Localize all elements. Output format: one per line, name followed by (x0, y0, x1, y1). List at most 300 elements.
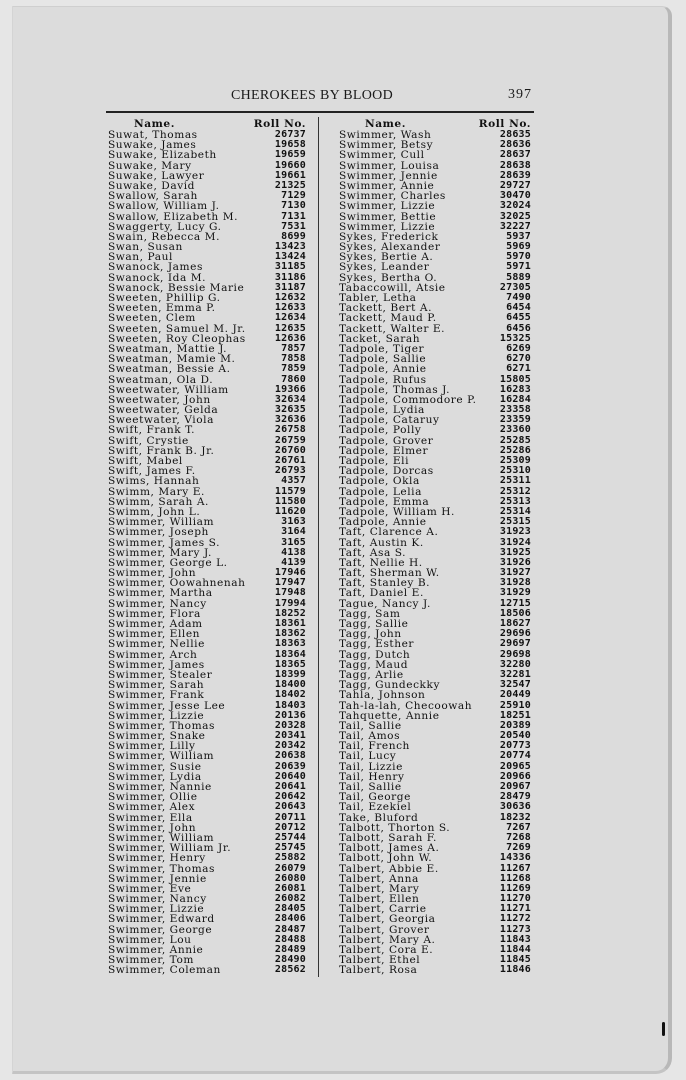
entry-roll-number: 31925 (499, 546, 531, 558)
entry-roll-number: 31923 (499, 526, 531, 538)
entry-row (339, 527, 531, 537)
entry-name: Taft, Daniel E. (339, 587, 424, 600)
entry-roll-number: 26761 (274, 455, 306, 466)
entry-name: Swimmer, Lizzie (339, 200, 436, 213)
entry-roll-number: 28562 (274, 964, 306, 976)
left-entries (108, 130, 306, 976)
entry-name: Swanock, James (108, 261, 203, 274)
entry-name: Swimmer, Adam (108, 618, 203, 630)
entry-roll-number: 18399 (274, 668, 306, 680)
entry-name: Talbert, Ellen (339, 893, 420, 906)
entry-row (108, 853, 306, 863)
entry-roll-number: 18627 (499, 618, 531, 629)
entry-name: Tagg, Arlie (339, 668, 404, 681)
entry-name: Tadpole, Elmer (339, 444, 429, 457)
entry-roll-number: 5969 (506, 241, 531, 253)
entry-roll-number: 31924 (499, 536, 531, 548)
entry-name: Swimmer, Louisa (339, 159, 440, 172)
entry-name: Suwake, Lawyer (108, 169, 205, 182)
entry-roll-number: 11268 (499, 872, 531, 884)
entry-roll-number: 31927 (499, 567, 531, 579)
entry-name: Tah-la-lah, Checoowah (339, 699, 473, 712)
entry-roll-number: 7859 (281, 363, 306, 375)
entry-roll-number: 5970 (506, 251, 531, 263)
entry-roll-number: 23358 (499, 404, 531, 416)
entry-roll-number: 32025 (499, 210, 531, 222)
entry-roll-number: 21325 (274, 179, 306, 191)
entry-row (339, 201, 531, 211)
entry-name: Tackett, Maud P. (339, 312, 437, 325)
entry-roll-number: 25285 (499, 434, 531, 446)
entry-row (108, 965, 306, 975)
entry-name: Swimmer, Annie (108, 944, 204, 956)
entry-roll-number: 23359 (499, 414, 531, 426)
entry-roll-number: 25744 (274, 831, 306, 843)
entry-name: Sykes, Bertha O. (339, 271, 438, 284)
entry-roll-number: 17994 (274, 597, 306, 609)
entry-name: Talbert, Cora E. (339, 944, 434, 956)
entry-name: Tadpole, Tiger (339, 342, 425, 355)
entry-roll-number: 7860 (281, 373, 306, 385)
entry-name: Tail, Sallie (339, 781, 402, 793)
entry-name: Taft, Nellie H. (339, 556, 423, 569)
entry-roll-number: 27305 (499, 281, 531, 293)
entry-name: Talbert, Grover (339, 923, 430, 936)
entry-roll-number: 25315 (499, 516, 531, 528)
entry-roll-number: 12715 (499, 597, 531, 609)
entry-roll-number: 31929 (499, 587, 531, 599)
entry-roll-number: 31187 (274, 281, 306, 293)
entry-name: Swimmer, Jennie (108, 872, 207, 885)
entry-roll-number: 26737 (274, 129, 306, 140)
entry-name: Swimmer, Flora (108, 607, 201, 620)
entry-name: Swimmer, Alex (108, 801, 196, 814)
entry-name: Tail, Sallie (339, 719, 402, 732)
entry-name: Tadpole, Lelia (339, 485, 422, 498)
entry-name: Tacket, Sarah (339, 332, 421, 345)
entry-roll-number: 18400 (274, 679, 306, 691)
entry-name: Swimmer, William Jr. (108, 842, 232, 855)
entry-roll-number: 20638 (274, 750, 306, 762)
entry-name: Talbert, Carrie (339, 903, 427, 916)
entry-roll-number: 7490 (506, 292, 531, 303)
entry-roll-number: 20136 (274, 709, 306, 721)
entry-name: Tadpole, Grover (339, 434, 434, 447)
entry-roll-number: 13423 (274, 241, 306, 253)
entry-row (339, 690, 531, 700)
entry-name: Swift, Mabel (108, 455, 183, 467)
entry-roll-number: 7130 (281, 200, 306, 212)
entry-name: Tagg, Dutch (339, 648, 411, 661)
entry-roll-number: 11267 (499, 862, 531, 874)
entry-roll-number: 25910 (499, 699, 531, 711)
entry-name: Tagg, Maud (339, 658, 409, 671)
entry-name: Sweatman, Bessie A. (108, 363, 231, 376)
entry-row (339, 853, 531, 863)
entry-roll-number: 11579 (274, 485, 306, 497)
entry-name: Sykes, Frederick (339, 230, 439, 243)
entry-name: Swimmer, Jesse Lee (108, 699, 226, 712)
entry-roll-number: 29727 (499, 179, 531, 191)
entry-name: Swift, James F. (108, 465, 196, 478)
entry-name: Sweatman, Ola D. (108, 373, 214, 386)
entry-roll-number: 28638 (499, 159, 531, 171)
entry-roll-number: 32635 (274, 404, 306, 416)
name-header: Name. (365, 118, 406, 130)
entry-name: Swimmer, Lizzie (108, 709, 205, 722)
entry-name: Take, Bluford (339, 811, 419, 824)
entry-roll-number: 5937 (506, 230, 531, 242)
entry-name: Swimmer, Martha (108, 587, 213, 600)
entry-roll-number: 4138 (281, 546, 306, 558)
entry-name: Sykes, Bertie A. (339, 251, 434, 264)
entry-name: Talbott, James A. (339, 842, 440, 855)
entry-roll-number: 25310 (499, 465, 531, 477)
entry-roll-number: 20449 (499, 689, 531, 701)
entry-name: Talbert, Georgia (339, 913, 436, 926)
entry-name: Swimmer, George (108, 923, 213, 936)
entry-name: Swallow, Sarah (108, 190, 198, 203)
entry-name: Taft, Sherman W. (339, 567, 440, 580)
entry-name: Tadpole, Dorcas (339, 465, 434, 478)
entry-name: Swimmer, George L. (108, 556, 228, 569)
roll-header: Roll No. (253, 118, 306, 130)
entry-roll-number: 12632 (274, 292, 306, 303)
entry-roll-number: 28488 (274, 933, 306, 945)
entry-row (108, 364, 306, 374)
entry-roll-number: 6455 (506, 312, 531, 324)
entry-name: Swallow, William J. (108, 200, 220, 213)
entry-row (108, 690, 306, 700)
entry-name: Swimmer, Mary J. (108, 546, 212, 559)
entry-roll-number: 20967 (499, 781, 531, 792)
entry-roll-number: 20774 (499, 750, 531, 762)
entry-name: Tabaccowill, Atsie (339, 281, 446, 294)
entry-roll-number: 20643 (274, 801, 306, 813)
entry-roll-number: 32547 (499, 679, 531, 691)
entry-name: Tadpole, Lydia (339, 404, 425, 417)
entry-roll-number: 11273 (499, 923, 531, 935)
entry-name: Swimmer, James S. (108, 536, 220, 549)
entry-name: Talbott, Thorton S. (339, 821, 451, 834)
entry-roll-number: 7129 (281, 190, 306, 202)
entry-name: Swimmer, Wash (339, 129, 432, 141)
entry-roll-number: 32280 (499, 658, 531, 670)
entry-name: Sweetwater, Viola (108, 414, 214, 427)
entry-name: Suwake, Mary (108, 159, 192, 172)
entry-roll-number: 26760 (274, 444, 306, 456)
entry-name: Sweeten, Emma P. (108, 302, 216, 315)
entry-name: Swimm, John L. (108, 505, 201, 518)
entry-name: Tail, French (339, 740, 410, 753)
entry-roll-number: 20639 (274, 760, 306, 772)
entry-row (339, 965, 531, 975)
page-edge-mark (662, 1022, 665, 1036)
roll-header: Roll No. (478, 118, 531, 130)
entry-roll-number: 4139 (281, 556, 306, 568)
entry-roll-number: 16284 (499, 393, 531, 405)
entry-name: Tabler, Letha (339, 292, 417, 304)
entry-name: Swimmer, Lilly (108, 740, 196, 753)
entry-name: Swimmer, James (108, 658, 205, 671)
entry-roll-number: 18506 (499, 607, 531, 619)
entry-name: Sweeten, Clem (108, 312, 196, 325)
entry-roll-number: 19661 (274, 169, 306, 181)
entry-name: Tadpole, Commodore P. (339, 393, 477, 406)
entry-name: Tadpole, William H. (339, 505, 455, 518)
entry-name: Swimmer, Nancy (108, 597, 207, 610)
column-divider (318, 117, 319, 977)
entry-name: Tackett, Walter E. (339, 322, 446, 335)
entry-roll-number: 32024 (499, 200, 531, 212)
entry-roll-number: 32227 (499, 220, 531, 232)
entry-roll-number: 12634 (274, 312, 306, 324)
entry-name: Swims, Hannah (108, 475, 200, 488)
entry-roll-number: 20342 (274, 740, 306, 752)
entry-name: Swimmer, Arch (108, 648, 198, 661)
entry-name: Swimmer, John (108, 567, 197, 580)
entry-name: Sykes, Alexander (339, 241, 441, 254)
page-number: 397 (508, 87, 532, 102)
entry-row (339, 364, 531, 374)
entry-name: Swimmer, Stealer (108, 668, 213, 681)
entry-roll-number: 26793 (274, 465, 306, 477)
entry-name: Swimmer, Bettie (339, 210, 437, 223)
entry-name: Talbert, Abbie E. (339, 862, 439, 875)
entry-name: Tadpole, Annie (339, 363, 427, 376)
entry-roll-number: 20965 (499, 760, 531, 772)
entry-roll-number: 16283 (499, 383, 531, 395)
entry-name: Sykes, Leander (339, 261, 430, 274)
entry-roll-number: 3164 (281, 526, 306, 538)
entry-name: Swift, Crystie (108, 434, 189, 447)
entry-name: Tagg, John (339, 628, 402, 641)
entry-roll-number: 7857 (281, 342, 306, 354)
entry-roll-number: 6271 (506, 363, 531, 375)
entry-name: Talbert, Rosa (339, 964, 418, 977)
entry-roll-number: 28487 (274, 923, 306, 935)
entry-name: Taft, Asa S. (339, 546, 407, 559)
entry-roll-number: 18402 (274, 689, 306, 701)
entry-roll-number: 6454 (506, 302, 531, 314)
entry-roll-number: 12636 (274, 332, 306, 344)
right-entries (339, 130, 531, 976)
entry-roll-number: 17947 (274, 577, 306, 589)
entry-roll-number: 25882 (274, 852, 306, 864)
entry-name: Sweeten, Roy Cleophas (108, 332, 246, 345)
entry-name: Swift, Frank T. (108, 424, 196, 437)
entry-name: Swimmer, Coleman (108, 964, 221, 977)
entry-name: Swimmer, John (108, 821, 197, 834)
entry-name: Tadpole, Annie (339, 516, 427, 529)
entry-roll-number: 7267 (506, 821, 531, 833)
entry-roll-number: 29698 (499, 648, 531, 660)
entry-name: Tagg, Esther (339, 638, 415, 651)
entry-roll-number: 26080 (274, 872, 306, 884)
entry-roll-number: 20773 (499, 740, 531, 752)
entry-name: Talbert, Mary A. (339, 933, 436, 946)
entry-roll-number: 11269 (499, 882, 531, 894)
entry-roll-number: 28636 (499, 139, 531, 151)
entry-roll-number: 13424 (274, 251, 306, 263)
entry-roll-number: 7268 (506, 831, 531, 843)
entry-roll-number: 29696 (499, 628, 531, 640)
entry-roll-number: 18232 (499, 811, 531, 823)
entry-name: Swimm, Sarah A. (108, 495, 209, 508)
entry-name: Sweeten, Phillip G. (108, 292, 221, 304)
entry-roll-number: 23360 (499, 424, 531, 436)
entry-roll-number: 17948 (274, 587, 306, 599)
entry-roll-number: 28405 (274, 903, 306, 915)
header-rule (106, 111, 534, 113)
entry-roll-number: 20641 (274, 781, 306, 792)
entry-roll-number: 28637 (499, 149, 531, 161)
entry-roll-number: 18363 (274, 638, 306, 650)
entry-name: Swimmer, Jennie (339, 169, 438, 182)
entry-name: Tail, George (339, 791, 411, 804)
entry-roll-number: 32636 (274, 414, 306, 426)
entry-name: Tague, Nancy J. (339, 597, 431, 610)
entry-roll-number: 26079 (274, 862, 306, 874)
entry-roll-number: 29697 (499, 638, 531, 650)
entry-roll-number: 11846 (499, 964, 531, 976)
entry-name: Suwake, David (108, 179, 196, 192)
entry-row (108, 527, 306, 537)
entry-name: Swimmer, William (108, 750, 215, 763)
entry-name: Swimmer, Joseph (108, 526, 209, 539)
entry-name: Swimmer, Frank (108, 689, 205, 702)
entry-name: Suwake, James (108, 139, 197, 152)
entry-roll-number: 12635 (274, 322, 306, 334)
entry-name: Swimmer, Susie (108, 760, 202, 773)
entry-name: Swimmer, Lou (108, 933, 192, 946)
entry-roll-number: 31926 (499, 556, 531, 568)
entry-name: Swimmer, Thomas (108, 862, 216, 875)
entry-roll-number: 11844 (499, 944, 531, 955)
right-column (339, 119, 531, 976)
entry-name: Tahla, Johnson (339, 689, 426, 702)
entry-roll-number: 18362 (274, 628, 306, 640)
entry-roll-number: 7269 (506, 842, 531, 854)
entry-name: Swimmer, Thomas (108, 719, 216, 732)
entry-roll-number: 30636 (499, 801, 531, 813)
entry-roll-number: 20540 (499, 730, 531, 742)
entry-name: Tadpole, Okla (339, 475, 420, 488)
entry-name: Talbott, Sarah F. (339, 831, 437, 844)
entry-roll-number: 26082 (274, 893, 306, 905)
entry-roll-number: 11620 (274, 505, 306, 517)
entry-name: Swimmer, Snake (108, 730, 206, 743)
entry-name: Swimmer, Lydia (108, 770, 202, 783)
entry-name: Swain, Rebecca M. (108, 230, 220, 243)
entry-roll-number: 11271 (499, 903, 531, 915)
entry-name: Swimmer, Nancy (108, 893, 207, 906)
entry-roll-number: 8699 (281, 230, 306, 242)
entry-name: Sweeten, Samuel M. Jr. (108, 322, 246, 335)
entry-name: Swimmer, Edward (108, 913, 215, 926)
entry-roll-number: 5889 (506, 271, 531, 283)
entry-roll-number: 25745 (274, 842, 306, 854)
entry-roll-number: 6456 (506, 322, 531, 334)
entry-roll-number: 18251 (499, 709, 531, 721)
entry-roll-number: 15325 (499, 332, 531, 344)
entry-name: Swanock, Bessie Marie (108, 281, 245, 294)
entry-roll-number: 20966 (499, 770, 531, 782)
entry-name: Swallow, Elizabeth M. (108, 210, 239, 223)
entry-roll-number: 32634 (274, 393, 306, 405)
entry-name: Swanock, Ida M. (108, 271, 207, 284)
entry-name: Tadpole, Rufus (339, 373, 427, 386)
entry-roll-number: 20642 (274, 791, 306, 803)
entry-roll-number: 25312 (499, 485, 531, 497)
entry-roll-number: 14336 (499, 852, 531, 864)
entry-name: Tagg, Sallie (339, 618, 409, 630)
entry-name: Swimmer, Oowahnenah (108, 577, 246, 590)
entry-name: Tagg, Sam (339, 607, 401, 620)
entry-name: Swimmer, Cull (339, 149, 425, 162)
entry-roll-number: 20712 (274, 821, 306, 833)
entry-roll-number: 12633 (274, 302, 306, 314)
entry-name: Swimmer, Ella (108, 811, 193, 824)
entry-roll-number: 25314 (499, 505, 531, 517)
entry-name: Sweatman, Mattie J. (108, 342, 228, 355)
entry-roll-number: 26759 (274, 434, 306, 446)
entry-name: Swimmer, Nannie (108, 781, 212, 793)
entry-name: Suwat, Thomas (108, 129, 198, 141)
entry-name: Tail, Henry (339, 770, 405, 783)
entry-roll-number: 19658 (274, 139, 306, 151)
entry-roll-number: 28635 (499, 129, 531, 140)
entry-roll-number: 11272 (499, 913, 531, 925)
entry-name: Swimmer, Betsy (339, 139, 434, 152)
entry-name: Swimmer, William (108, 516, 215, 529)
entry-name: Swimmer, Eve (108, 882, 192, 895)
entry-roll-number: 18364 (274, 648, 306, 660)
entry-roll-number: 18361 (274, 618, 306, 629)
entry-name: Swaggerty, Lucy G. (108, 220, 222, 233)
entry-name: Swimmer, Ollie (108, 791, 198, 804)
entry-roll-number: 6269 (506, 342, 531, 354)
entry-roll-number: 31186 (274, 271, 306, 283)
entry-name: Talbert, Anna (339, 872, 419, 885)
entry-name: Talbert, Mary (339, 882, 420, 895)
entry-name: Tail, Ezekiel (339, 801, 412, 814)
entry-name: Tail, Lucy (339, 750, 397, 763)
entry-name: Swan, Susan (108, 241, 183, 254)
entry-roll-number: 7531 (281, 220, 306, 232)
left-column (108, 119, 306, 976)
entry-roll-number: 11580 (274, 495, 306, 507)
entry-roll-number: 28479 (499, 791, 531, 803)
entry-name: Swimmer, Henry (108, 852, 206, 865)
entry-name: Suwake, Elizabeth (108, 149, 217, 162)
entry-name: Swimmer, Annie (339, 179, 435, 192)
entry-roll-number: 5971 (506, 261, 531, 273)
entry-roll-number: 25309 (499, 455, 531, 466)
entry-roll-number: 31185 (274, 261, 306, 273)
entry-name: Tackett, Bert A. (339, 302, 432, 315)
entry-name: Sweatman, Mamie M. (108, 353, 236, 366)
entry-roll-number: 17946 (274, 567, 306, 579)
entry-name: Swimmer, William (108, 831, 215, 844)
entry-name: Swimmer, Sarah (108, 679, 205, 692)
entry-roll-number: 3165 (281, 536, 306, 548)
entry-roll-number: 4357 (281, 475, 306, 487)
entry-roll-number: 19366 (274, 383, 306, 395)
entry-name: Swimmer, Lizzie (339, 220, 436, 233)
entry-name: Swimmer, Nellie (108, 638, 205, 651)
entry-roll-number: 26758 (274, 424, 306, 436)
